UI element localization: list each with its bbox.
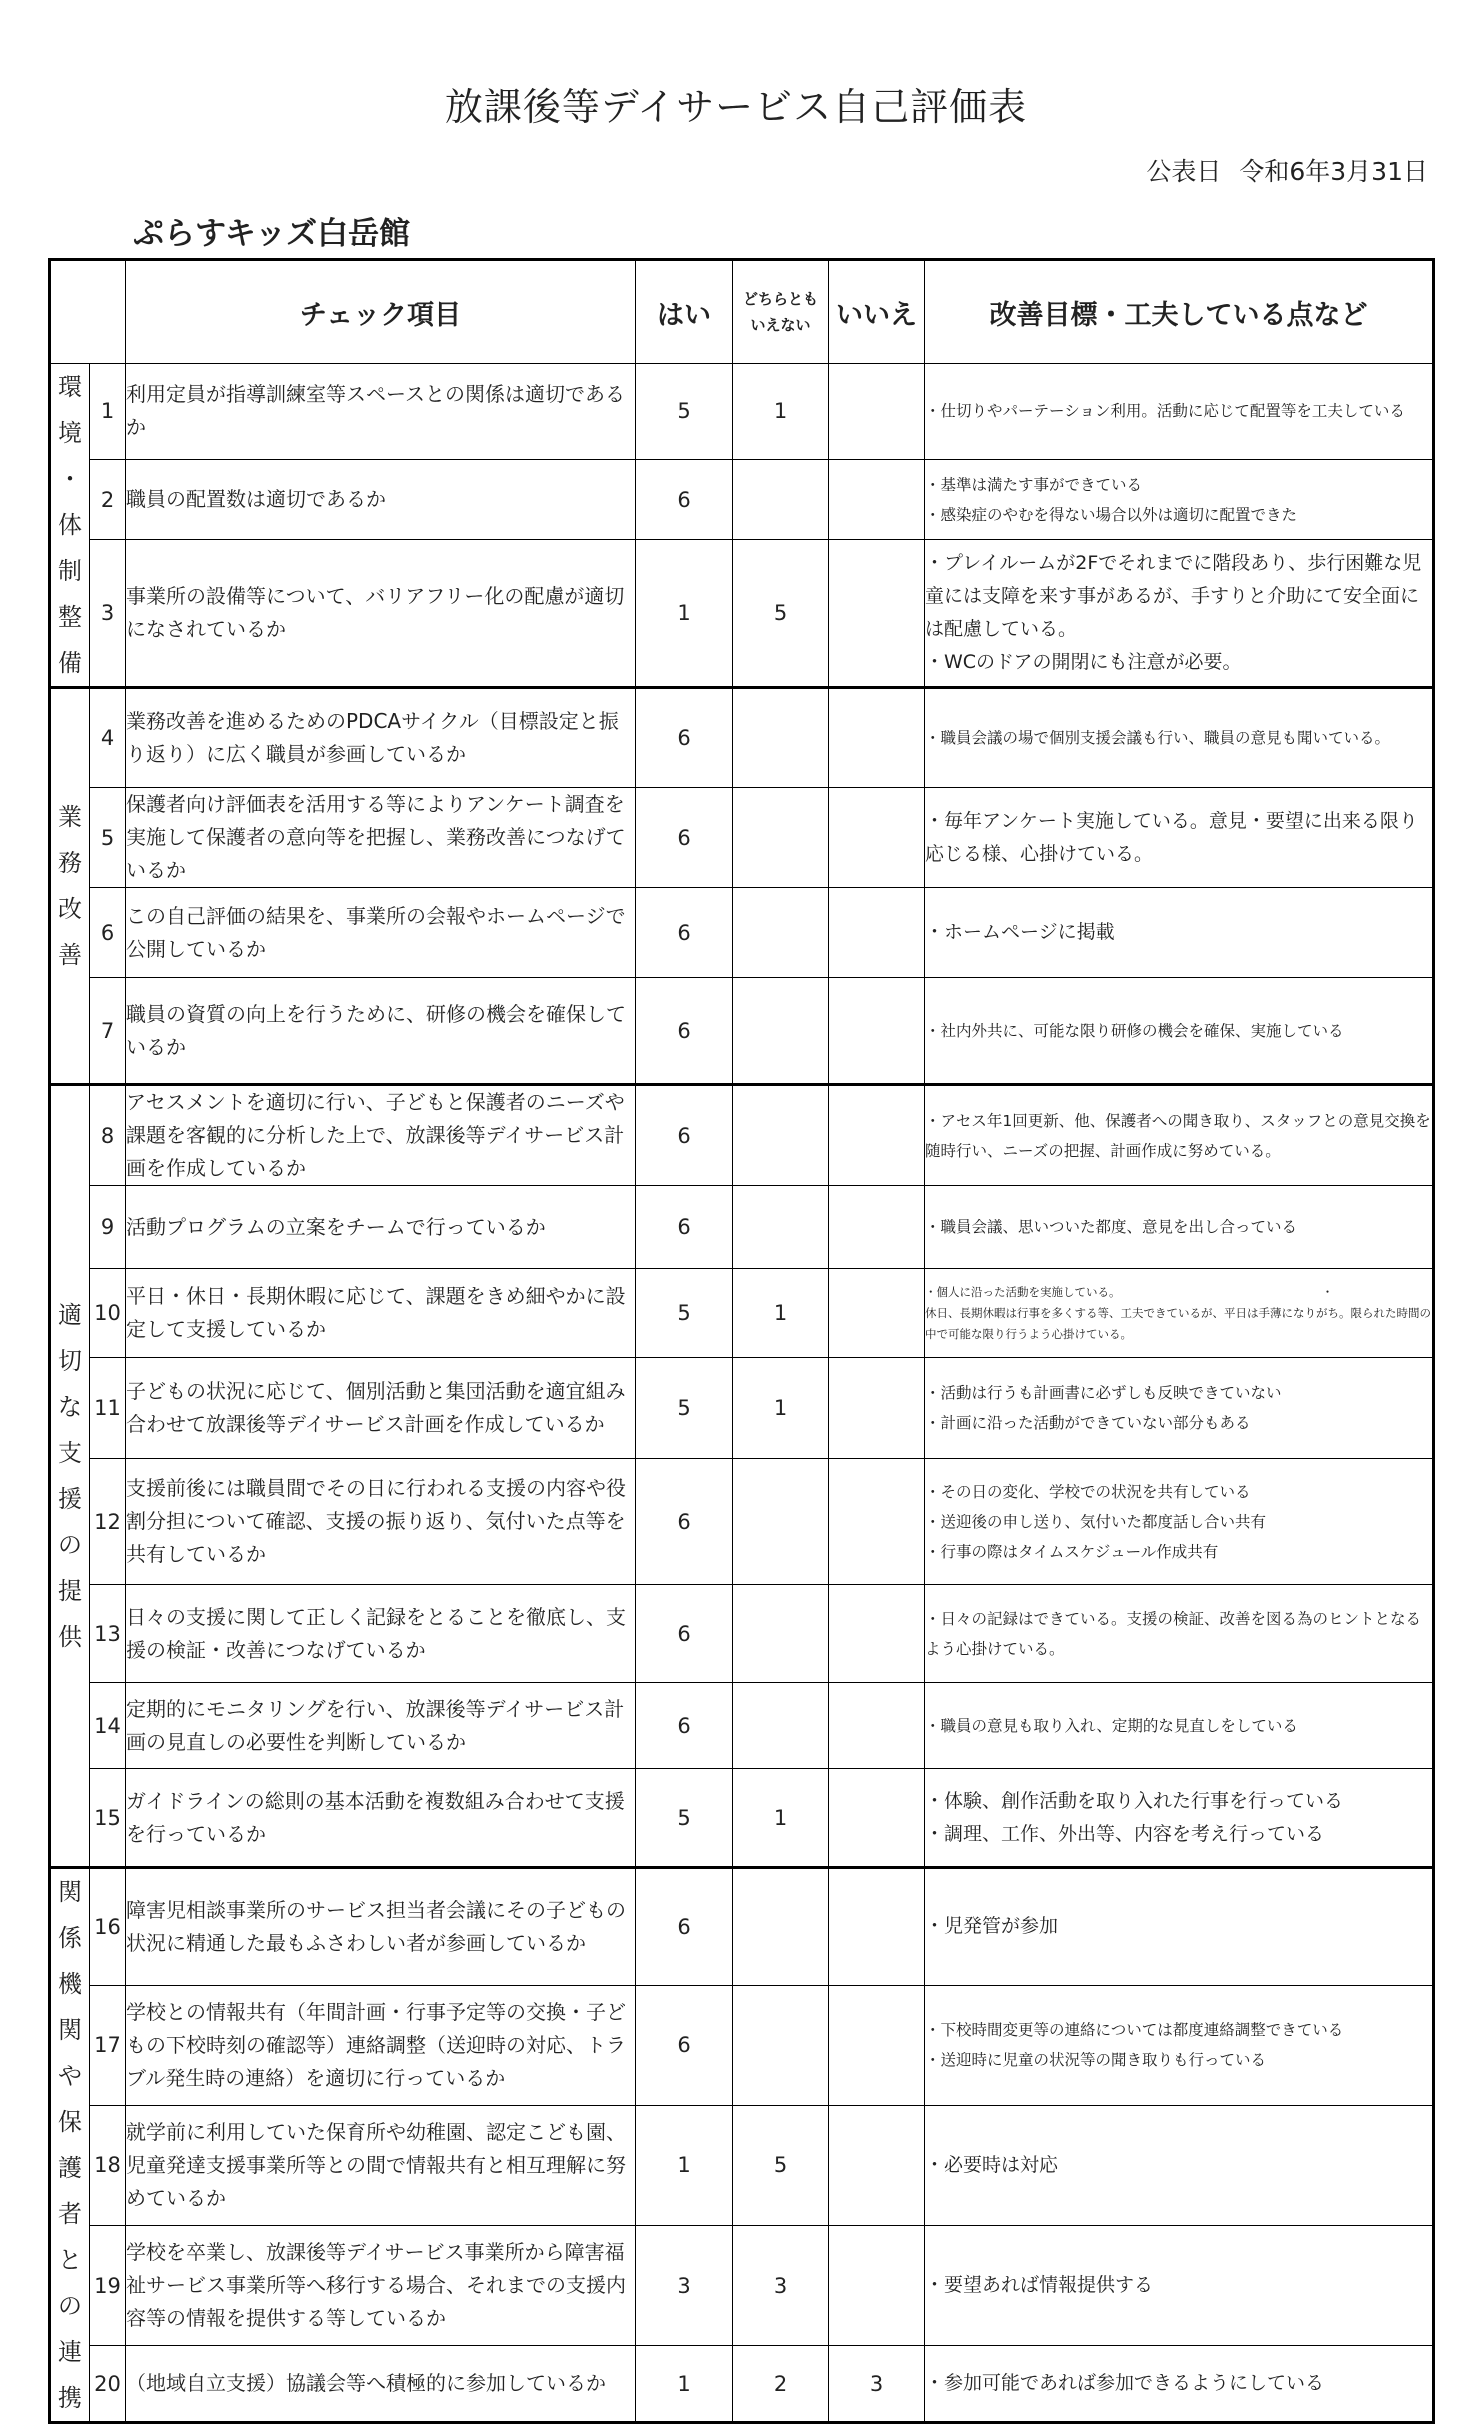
no-count bbox=[829, 1186, 925, 1269]
yes-count: 6 bbox=[636, 688, 733, 788]
check-item: 子どもの状況に応じて、個別活動と集団活動を適宜組み合わせて放課後等デイサービス計画を作成しているか bbox=[126, 1358, 636, 1459]
check-item: 業務改善を進めるためのPDCAサイクル（目標設定と振り返り）に広く職員が参画しているか bbox=[126, 688, 636, 788]
note-line: ・日々の記録はできている。支援の検証、改善を図る為のヒントとなるよう心掛けている。 bbox=[925, 1609, 1422, 1658]
yes-count: 6 bbox=[636, 1085, 733, 1186]
no-count bbox=[829, 2225, 925, 2345]
publish-label: 公表日 bbox=[1146, 157, 1222, 186]
yes-count: 1 bbox=[636, 2346, 733, 2423]
check-item: 障害児相談事業所のサービス担当者会議にその子どもの状況に精通した最もふさわしい者が参画しているか bbox=[126, 1868, 636, 1986]
neither-count: 5 bbox=[733, 540, 829, 688]
table-row bbox=[50, 888, 1434, 978]
check-item: 日々の支援に関して正しく記録をとることを徹底し、支援の検証・改善につなげているか bbox=[126, 1585, 636, 1683]
no-count bbox=[829, 1868, 925, 1986]
check-item: 定期的にモニタリングを行い、放課後等デイサービス計画の見直しの必要性を判断しているか bbox=[126, 1683, 636, 1769]
improvement-notes bbox=[925, 1269, 1434, 1358]
table-row bbox=[50, 978, 1434, 1085]
improvement-notes bbox=[925, 1585, 1434, 1683]
improvement-notes bbox=[925, 364, 1434, 460]
category-label: 業 務 改 善 bbox=[50, 688, 90, 1085]
no-count bbox=[829, 888, 925, 978]
no-count bbox=[829, 540, 925, 688]
improvement-notes bbox=[925, 2225, 1434, 2345]
note-line: ・活動は行うも計画書に必ずしも反映できていない bbox=[925, 1384, 1282, 1402]
category-label: 環 境 ・ 体 制 整 備 bbox=[50, 364, 90, 688]
yes-count: 6 bbox=[636, 1868, 733, 1986]
note-line: ・職員の意見も取り入れ、定期的な見直しをしている bbox=[925, 1716, 1298, 1735]
note-line: ・ホームページに掲載 bbox=[925, 921, 1115, 943]
yes-count: 5 bbox=[636, 1769, 733, 1868]
note-line: ・プレイルームが2Fでそれまでに階段あり、歩行困難な児童には支障を来す事があるが、手すりと介助にて安全面には配慮している。 bbox=[925, 552, 1422, 641]
note-line: ・児発管が参加 bbox=[925, 1915, 1059, 1938]
no-count bbox=[829, 978, 925, 1085]
neither-count bbox=[733, 1085, 829, 1186]
note-line: ・社内外共に、可能な限り研修の機会を確保、実施している bbox=[925, 1021, 1344, 1040]
yes-count: 1 bbox=[636, 540, 733, 688]
neither-count: 1 bbox=[733, 1358, 829, 1459]
publish-date-value: 令和6年3月31日 bbox=[1239, 157, 1428, 186]
improvement-notes bbox=[925, 1769, 1434, 1868]
yes-count: 6 bbox=[636, 1186, 733, 1269]
yes-count: 5 bbox=[636, 1269, 733, 1358]
facility-name: ぷらすキッズ白岳館 bbox=[133, 216, 411, 252]
check-item: 就学前に利用していた保育所や幼稚園、認定こども園、児童発達支援事業所等との間で情報共有と相互理解に努めているか bbox=[126, 2105, 636, 2225]
item-number: 8 bbox=[90, 1085, 126, 1186]
improvement-notes bbox=[925, 1868, 1434, 1986]
neither-count: 1 bbox=[733, 1269, 829, 1358]
header-item: チェック項目 bbox=[126, 260, 636, 364]
note-line: ・個人に沿った活動を実施している。 ・ bbox=[925, 1284, 1334, 1299]
neither-count bbox=[733, 688, 829, 788]
neither-count bbox=[733, 788, 829, 888]
no-count bbox=[829, 459, 925, 539]
neither-count: 5 bbox=[733, 2105, 829, 2225]
neither-count bbox=[733, 1985, 829, 2105]
no-count bbox=[829, 688, 925, 788]
improvement-notes bbox=[925, 1358, 1434, 1459]
yes-count: 6 bbox=[636, 1683, 733, 1769]
note-line: ・送迎時に児童の状況等の聞き取りも行っている bbox=[925, 2051, 1267, 2070]
note-line: ・その日の変化、学校での状況を共有している bbox=[925, 1482, 1251, 1501]
no-count bbox=[829, 1585, 925, 1683]
note-line: ・計画に沿った活動ができていない部分もある bbox=[925, 1414, 1251, 1432]
note-line: ・体験、創作活動を取り入れた行事を行っている bbox=[925, 1789, 1344, 1812]
note-line: ・職員会議、思いついた都度、意見を出し合っている bbox=[925, 1218, 1298, 1236]
item-number: 5 bbox=[90, 788, 126, 888]
note-line: ・感染症のやむを得ない場合以外は適切に配置できた bbox=[925, 505, 1298, 524]
no-count bbox=[829, 1085, 925, 1186]
yes-count: 6 bbox=[636, 1585, 733, 1683]
note-line: ・参加可能であれば参加できるようにしている bbox=[925, 2372, 1325, 2395]
table-row bbox=[50, 1769, 1434, 1868]
no-count bbox=[829, 1269, 925, 1358]
check-item: 利用定員が指導訓練室等スペースとの関係は適切であるか bbox=[126, 364, 636, 460]
evaluation-table bbox=[48, 258, 1435, 2424]
publish-date bbox=[1128, 152, 1428, 188]
check-item: アセスメントを適切に行い、子どもと保護者のニーズや課題を客観的に分析した上で、放課後等デイサービス計画を作成しているか bbox=[126, 1085, 636, 1186]
header-neither: どちらとも いえない bbox=[733, 260, 829, 364]
check-item: 事業所の設備等について、バリアフリー化の配慮が適切になされているか bbox=[126, 540, 636, 688]
no-count bbox=[829, 1459, 925, 1585]
improvement-notes bbox=[925, 1459, 1434, 1585]
yes-count: 6 bbox=[636, 459, 733, 539]
header-notes: 改善目標・工夫している点など bbox=[925, 260, 1434, 364]
header-blank bbox=[50, 260, 126, 364]
no-count bbox=[829, 1358, 925, 1459]
item-number: 10 bbox=[90, 1269, 126, 1358]
neither-count bbox=[733, 888, 829, 978]
header-yes: はい bbox=[636, 260, 733, 364]
check-item: この自己評価の結果を、事業所の会報やホームページで公開しているか bbox=[126, 888, 636, 978]
neither-count bbox=[733, 1683, 829, 1769]
table-row bbox=[50, 540, 1434, 688]
improvement-notes bbox=[925, 1085, 1434, 1186]
table-row bbox=[50, 1085, 1434, 1186]
check-item: 平日・休日・長期休暇に応じて、課題をきめ細やかに設定して支援しているか bbox=[126, 1269, 636, 1358]
table-row bbox=[50, 1585, 1434, 1683]
neither-count: 2 bbox=[733, 2346, 829, 2423]
note-line: ・必要時は対応 bbox=[925, 2153, 1059, 2176]
check-item: 職員の資質の向上を行うために、研修の機会を確保しているか bbox=[126, 978, 636, 1085]
table-row bbox=[50, 2346, 1434, 2423]
no-count bbox=[829, 2105, 925, 2225]
table-row bbox=[50, 1683, 1434, 1769]
item-number: 6 bbox=[90, 888, 126, 978]
neither-count bbox=[733, 1868, 829, 1986]
table-row bbox=[50, 459, 1434, 539]
item-number: 11 bbox=[90, 1358, 126, 1459]
item-number: 20 bbox=[90, 2346, 126, 2423]
table-row bbox=[50, 688, 1434, 788]
no-count bbox=[829, 788, 925, 888]
neither-count bbox=[733, 978, 829, 1085]
improvement-notes bbox=[925, 688, 1434, 788]
item-number: 13 bbox=[90, 1585, 126, 1683]
page-title: 放課後等デイサービス自己評価表 bbox=[444, 85, 1028, 129]
check-item: 学校との情報共有（年間計画・行事予定等の交換・子どもの下校時刻の確認等）連絡調整（送迎時の対応、トラブル発生時の連絡）を適切に行っているか bbox=[126, 1985, 636, 2105]
item-number: 3 bbox=[90, 540, 126, 688]
table-row bbox=[50, 1985, 1434, 2105]
table-row bbox=[50, 788, 1434, 888]
note-line: ・アセス年1回更新、他、保護者への聞き取り、スタッフとの意見交換を随時行い、ニーズの把握、計画作成に努めている。 bbox=[925, 1111, 1431, 1160]
note-line: ・調理、工作、外出等、内容を考え行っている bbox=[925, 1822, 1325, 1845]
note-line: ・行事の際はタイムスケジュール作成共有 bbox=[925, 1542, 1219, 1561]
note-line: ・基準は満たす事ができている bbox=[925, 475, 1143, 494]
item-number: 1 bbox=[90, 364, 126, 460]
neither-count bbox=[733, 1585, 829, 1683]
neither-count bbox=[733, 459, 829, 539]
item-number: 18 bbox=[90, 2105, 126, 2225]
improvement-notes bbox=[925, 1186, 1434, 1269]
note-line: ・要望あれば情報提供する bbox=[925, 2274, 1154, 2297]
header-no: いいえ bbox=[829, 260, 925, 364]
check-item: ガイドラインの総則の基本活動を複数組み合わせて支援を行っているか bbox=[126, 1769, 636, 1868]
yes-count: 6 bbox=[636, 888, 733, 978]
yes-count: 3 bbox=[636, 2225, 733, 2345]
check-item: 保護者向け評価表を活用する等によりアンケート調査を実施して保護者の意向等を把握し、業務改善につなげているか bbox=[126, 788, 636, 888]
improvement-notes bbox=[925, 1683, 1434, 1769]
yes-count: 5 bbox=[636, 1358, 733, 1459]
improvement-notes bbox=[925, 459, 1434, 539]
note-line: ・送迎後の申し送り、気付いた都度話し合い共有 bbox=[925, 1512, 1267, 1531]
table-row bbox=[50, 1868, 1434, 1986]
yes-count: 6 bbox=[636, 1985, 733, 2105]
item-number: 15 bbox=[90, 1769, 126, 1868]
no-count: 3 bbox=[829, 2346, 925, 2423]
item-number: 12 bbox=[90, 1459, 126, 1585]
table-body bbox=[50, 364, 1434, 2423]
table-row bbox=[50, 1459, 1434, 1585]
yes-count: 6 bbox=[636, 788, 733, 888]
table-row bbox=[50, 2225, 1434, 2345]
check-item: 活動プログラムの立案をチームで行っているか bbox=[126, 1186, 636, 1269]
table-row bbox=[50, 1186, 1434, 1269]
improvement-notes bbox=[925, 978, 1434, 1085]
yes-count: 1 bbox=[636, 2105, 733, 2225]
item-number: 9 bbox=[90, 1186, 126, 1269]
note-line: 休日、長期休暇は行事を多くする等、工夫できているが、平日は手薄になりがち。限られた時間の中で可能な限り行うよう心掛けている。 bbox=[925, 1305, 1431, 1341]
no-count bbox=[829, 1769, 925, 1868]
item-number: 16 bbox=[90, 1868, 126, 1986]
category-label: 関 係 機 関 や 保 護 者 と の 連 携 bbox=[50, 1868, 90, 2423]
no-count bbox=[829, 1683, 925, 1769]
note-line: ・WCのドアの開閉にも注意が必要。 bbox=[925, 651, 1242, 674]
yes-count: 6 bbox=[636, 978, 733, 1085]
yes-count: 5 bbox=[636, 364, 733, 460]
item-number: 17 bbox=[90, 1985, 126, 2105]
table-header-row bbox=[50, 260, 1434, 364]
note-line: ・毎年アンケート実施している。意見・要望に出来る限り応じる様、心掛けている。 bbox=[925, 809, 1418, 865]
item-number: 19 bbox=[90, 2225, 126, 2345]
improvement-notes bbox=[925, 2105, 1434, 2225]
no-count bbox=[829, 364, 925, 460]
item-number: 14 bbox=[90, 1683, 126, 1769]
item-number: 2 bbox=[90, 459, 126, 539]
table-row bbox=[50, 1269, 1434, 1358]
neither-count bbox=[733, 1186, 829, 1269]
note-line: ・職員会議の場で個別支援会議も行い、職員の意見も聞いている。 bbox=[925, 729, 1391, 747]
improvement-notes bbox=[925, 888, 1434, 978]
yes-count: 6 bbox=[636, 1459, 733, 1585]
item-number: 7 bbox=[90, 978, 126, 1085]
note-line: ・下校時間変更等の連絡については都度連絡調整できている bbox=[925, 2021, 1344, 2040]
improvement-notes bbox=[925, 788, 1434, 888]
table-row bbox=[50, 2105, 1434, 2225]
category-label: 適 切 な 支 援 の 提 供 bbox=[50, 1085, 90, 1868]
check-item: （地域自立支援）協議会等へ積極的に参加しているか bbox=[126, 2346, 636, 2423]
check-item: 学校を卒業し、放課後等デイサービス事業所から障害福祉サービス事業所等へ移行する場合、それまでの支援内容等の情報を提供する等しているか bbox=[126, 2225, 636, 2345]
item-number: 4 bbox=[90, 688, 126, 788]
neither-count: 3 bbox=[733, 2225, 829, 2345]
improvement-notes bbox=[925, 540, 1434, 688]
neither-count: 1 bbox=[733, 364, 829, 460]
table-row bbox=[50, 364, 1434, 460]
improvement-notes bbox=[925, 2346, 1434, 2423]
neither-count bbox=[733, 1459, 829, 1585]
neither-count: 1 bbox=[733, 1769, 829, 1868]
check-item: 職員の配置数は適切であるか bbox=[126, 459, 636, 539]
note-line: ・仕切りやパーテーション利用。活動に応じて配置等を工夫している bbox=[925, 402, 1405, 421]
no-count bbox=[829, 1985, 925, 2105]
improvement-notes bbox=[925, 1985, 1434, 2105]
check-item: 支援前後には職員間でその日に行われる支援の内容や役割分担について確認、支援の振り返り、気付いた点等を共有しているか bbox=[126, 1459, 636, 1585]
table-row bbox=[50, 1358, 1434, 1459]
